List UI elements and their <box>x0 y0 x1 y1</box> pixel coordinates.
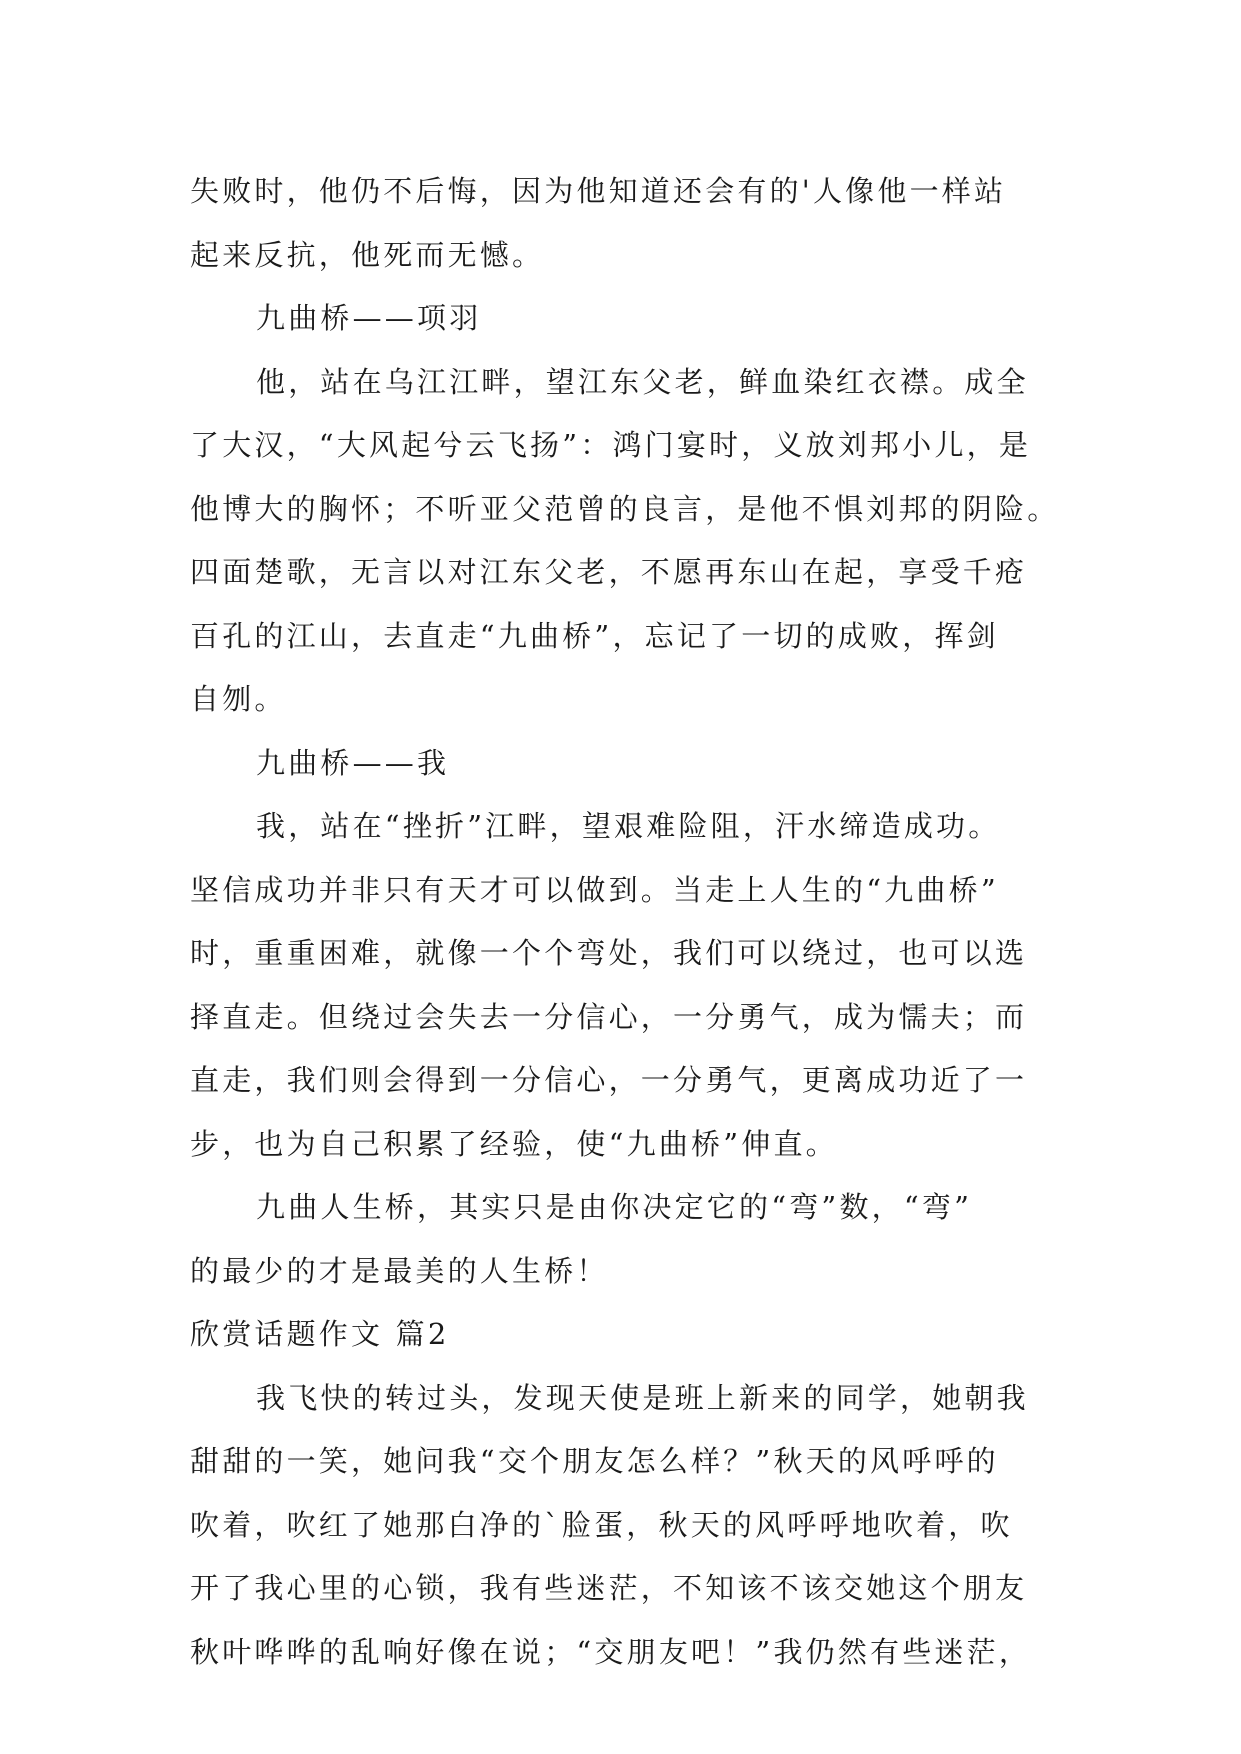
essay-title: 欣赏话题作文 篇2 <box>190 1317 450 1351</box>
text-line: 吹着，吹红了她那白净的`脸蛋，秋天的风呼呼地吹着，吹 <box>190 1507 1013 1542</box>
text-line: 秋叶哗哗的乱响好像在说；“交朋友吧！”我仍然有些迷茫， <box>190 1634 1032 1669</box>
text-line: 九曲人生桥，其实只是由你决定它的“弯”数，“弯” <box>256 1190 973 1224</box>
text-line: 步，也为自己积累了经验，使“九曲桥”伸直。 <box>190 1126 838 1161</box>
text-line: 四面楚歌，无言以对江东父老，不愿再东山在起，享受千疮 <box>190 555 1028 589</box>
text-line: 失败时，他仍不后悔，因为他知道还会有的'人像他一样站 <box>190 174 1007 208</box>
text-line: 我飞快的转过头，发现天使是班上新来的同学，她朝我 <box>256 1380 1029 1415</box>
text-line: 开了我心里的心锁，我有些迷茫，不知该不该交她这个朋友 <box>190 1571 1028 1605</box>
section-heading: 九曲桥——我 <box>256 745 450 780</box>
essay-body <box>190 160 1070 1684</box>
section-heading: 九曲桥——项羽 <box>256 301 482 335</box>
text-line: 甜甜的一笑，她问我“交个朋友怎么样？”秋天的风呼呼的 <box>190 1444 999 1478</box>
text-line: 自刎。 <box>190 682 287 716</box>
text-line: 择直走。但绕过会失去一分信心，一分勇气，成为懦夫；而 <box>190 999 1028 1034</box>
text-line: 的最少的才是最美的人生桥！ <box>190 1253 609 1288</box>
text-line: 他，站在乌江江畔，望江东父老，鲜血染红衣襟。成全 <box>256 364 1029 399</box>
text-line: 百孔的江山，去直走“九曲桥”，忘记了一切的成败，挥剑 <box>190 618 999 653</box>
text-line: 坚信成功并非只有天才可以做到。当走上人生的“九曲桥” <box>190 872 999 907</box>
text-line: 起来反抗，他死而无憾。 <box>190 237 545 272</box>
text-line: 了大汉，“大风起兮云飞扬”：鸿门宴时，义放刘邦小儿，是 <box>190 428 1032 462</box>
text-line: 他博大的胸怀；不听亚父范曾的良言，是他不惧刘邦的阴险。 <box>190 491 1060 526</box>
text-line: 时，重重困难，就像一个个弯处，我们可以绕过，也可以选 <box>190 936 1028 970</box>
text-line: 我，站在“挫折”江畔，望艰难险阻，汗水缔造成功。 <box>256 809 1001 843</box>
text-line: 直走，我们则会得到一分信心，一分勇气，更离成功近了一 <box>190 1063 1028 1097</box>
